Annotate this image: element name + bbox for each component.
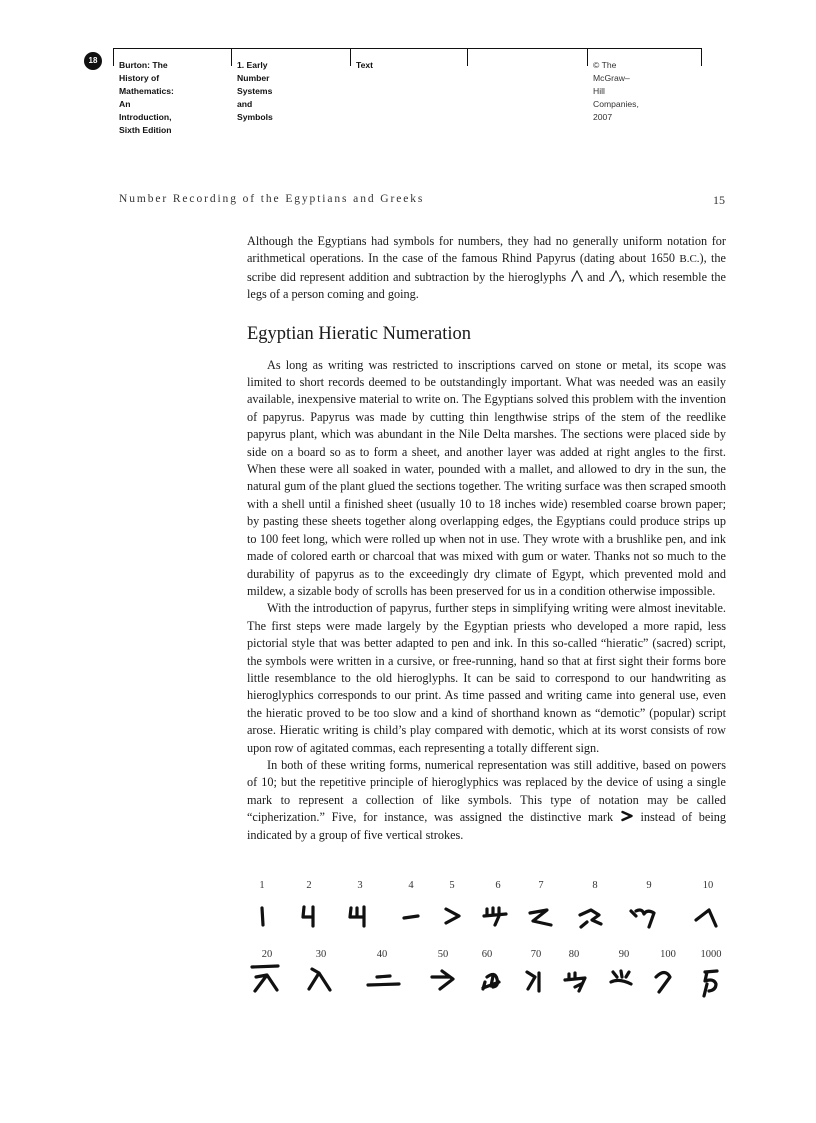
hieratic-glyph-10 [696, 910, 716, 926]
numeral-label: 20 [261, 949, 273, 960]
hieratic-glyph-3 [350, 907, 364, 926]
paragraph-cipherization: In both of these writing forms, numerical representation was still additive, based on powers of 10; but the repetitive principle of hieroglyphics was replaced by the device of using a single mark to represent a collection of like symbols. This type of notation may be called “cipherization.” Five, for instance, was assigned the distinctive mark instead of being indicated by a group of five vertical strokes. [247, 757, 726, 842]
running-head [119, 193, 725, 205]
numeral-label: 30 [315, 949, 327, 960]
numeral-label: 70 [530, 949, 542, 960]
numeral-label: 10 [702, 880, 714, 891]
hieratic-glyph-9 [631, 910, 654, 927]
hieratic-glyph-60 [483, 974, 499, 989]
hieratic-glyph-20 [252, 966, 278, 991]
legs-coming-icon [609, 270, 622, 282]
hieratic-numerals-figure [247, 880, 726, 1010]
paragraph-papyrus: As long as writing was restricted to inscriptions carved on stone or metal, its scope was limited to short records deemed to be outstandingly important. What was needed was an easily available, inexpensive material to write on. The Egyptians solved this problem with the invention of papyrus. Papyrus was made by cutting thin lengthwise strips of the stem of the reedlike papyrus plant, which was abundant in the Nile Delta marshes. The sections were placed side by side on a board so as to form a sheet, and another layer was added at right angles to the first. When these were all soaked in water, pounded with a mallet, and allowed to dry in the sun, the natural gum of the plant glued the sections together. The writing surface was then scraped smooth with a shell until a finished sheet (usually 10 to 18 inches wide) resembled coarse brown paper; by pasting these sheets together along overlapping edges, the Egyptians could produce strips up to 100 feet long, which were rolled up when not in use. They wrote with a brushlike pen, and ink made of colored earth or charcoal that was mixed with gum or water. Thanks not so much to the durability of papyrus as to the exceedingly dry climate of Egypt, which prevented mold and mildew, a sizable body of scrolls has been preserved for us in a condition otherwise impossible. [247, 357, 726, 598]
section-heading: Egyptian Hieratic Numeration [247, 323, 471, 344]
header-chapter: 1. Early Number Systems and Symbols [237, 60, 273, 122]
hieratic-glyph-6 [484, 908, 506, 925]
header-rule [113, 48, 702, 49]
hieratic-glyph-4 [404, 916, 418, 918]
header-copyright: © The McGraw–Hill Companies, 2007 [593, 60, 639, 122]
numeral-label: 40 [376, 949, 388, 960]
running-head-title: Number Recording of the Egyptians and Greeks [119, 193, 425, 205]
numeral-label: 7 [538, 880, 544, 891]
legs-going-icon [570, 270, 583, 282]
hieratic-glyph-5 [446, 909, 459, 923]
hieratic-glyph-2 [303, 907, 313, 926]
numeral-label: 1 [259, 880, 265, 891]
hieratic-glyph-70 [527, 972, 539, 991]
numeral-label: 100 [660, 949, 676, 960]
page-number-badge: 18 [84, 52, 102, 70]
hieratic-glyph-7 [530, 910, 551, 925]
header-book-title: Burton: The History of Mathematics: An Introduction, Sixth Edition [119, 60, 174, 135]
hieratic-glyph-100 [656, 973, 670, 993]
numeral-label: 50 [437, 949, 449, 960]
hieratic-glyph-1000 [704, 971, 717, 996]
numeral-label: 80 [568, 949, 580, 960]
numeral-label: 6 [495, 880, 501, 891]
hieratic-glyph-30 [309, 969, 330, 990]
numeral-label: 1000 [700, 949, 722, 960]
hieratic-glyph-8 [580, 910, 601, 927]
hieratic-glyph-50 [432, 971, 453, 989]
paragraph-hieratic: With the introduction of papyrus, further steps in simplifying writing were almost inevitable. The first steps were made largely by the Egyptian priests who developed a more rapid, less pictorial style that was better adapted to pen and ink. In this so-called “hieratic” (sacred) script, the symbols were written in a cursive, or free-running, hand so that at first sight their forms bore little resemblance to the old hieroglyphs. It can be said to correspond to our handwriting as hieroglyphics corresponds to our print. As time passed and writing came into general use, even the hieratic proved to be too slow and a kind of shorthand known as “demotic” (popular) script arose. Hieratic writing is child’s play compared with demotic, which at its worst consists of row upon row of agitated commas, each representing a totally different sign. [247, 601, 726, 755]
numeral-label: 60 [481, 949, 493, 960]
numeral-label: 3 [357, 880, 363, 891]
numeral-label: 9 [646, 880, 652, 891]
hieratic-glyphs [247, 880, 726, 1010]
hieratic-glyph-1 [262, 908, 263, 925]
numeral-label: 5 [449, 880, 455, 891]
hieratic-five-icon [620, 810, 634, 822]
numeral-label: 2 [306, 880, 312, 891]
body-text [247, 233, 726, 844]
paragraph-intro: Although the Egyptians had symbols for numbers, they had no generally uniform notation for arithmetical operations. In the case of the famous Rhind Papyrus (dating about 1650 B.C.), the scribe did represent addition and subtraction by the hieroglyphs and , which resemble the legs of a person coming and going. [247, 234, 726, 302]
era-abbrev: B.C. [679, 253, 700, 266]
hieratic-glyph-40 [368, 976, 399, 985]
numeral-label: 90 [618, 949, 630, 960]
publisher-header [84, 48, 704, 135]
running-head-page-number: 15 [713, 193, 725, 207]
header-type: Text [356, 60, 374, 70]
hieratic-glyph-90 [611, 971, 631, 984]
hieratic-glyph-80 [565, 973, 585, 991]
numeral-label: 4 [408, 880, 414, 891]
numeral-label: 8 [592, 880, 598, 891]
